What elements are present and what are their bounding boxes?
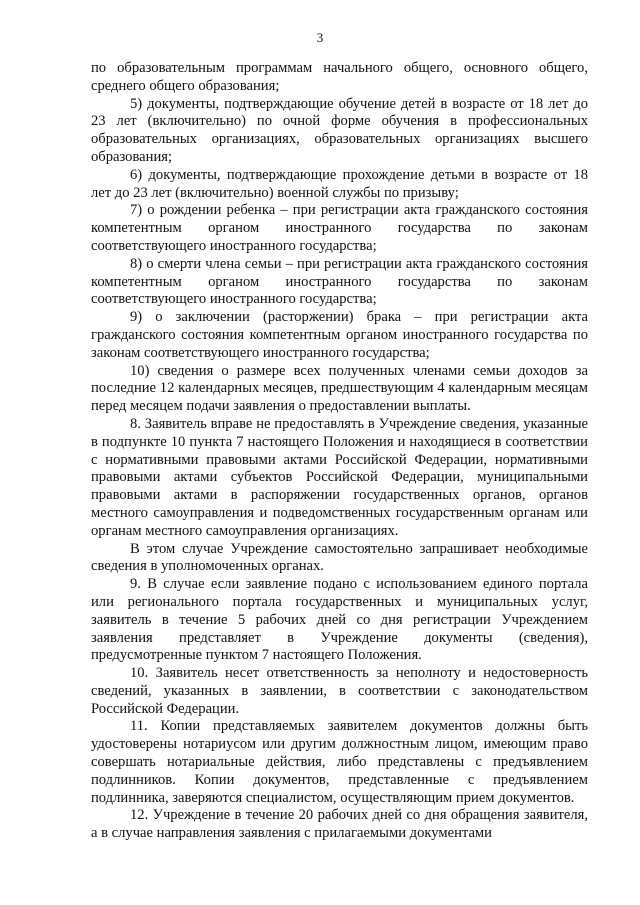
- list-item-10: 10) сведения о размере всех полученных членами семьи доходов за последние 12 календарных месяцев, предшествующим 4 календарным месяцам перед месяцем подачи заявления о предоставлении выплаты.: [91, 362, 588, 415]
- list-item-9: 9) о заключении (расторжении) брака – при регистрации акта гражданского состояния компетентным органом иностранного государства по законам соответствующего иностранного государства;: [91, 309, 588, 361]
- section-9: 9. В случае если заявление подано с использованием единого портала или регионального портала государственных и муниципальных услуг, заявитель в течение 5 рабочих дней со дня регистрации Учреждением заявления представляет в Учреждение документы (сведения), предусмотренные пунктом 7 настоящего Положения.: [91, 576, 588, 664]
- paragraph-continuation: по образовательным программам начального общего, основного общего, среднего общего образования;: [91, 60, 588, 94]
- page-number: 3: [316, 30, 324, 45]
- section-12: 12. Учреждение в течение 20 рабочих дней со дня обращения заявителя, а в случае направления заявления с прилагаемыми документами: [91, 807, 588, 842]
- list-item-5: 5) документы, подтверждающие обучение детей в возрасте от 18 лет до 23 лет (включительно) по очной форме обучения в профессиональных образовательных организациях, образовательных организациях высшего образования;: [91, 95, 588, 165]
- section-11: 11. Копии представляемых заявителем документов должны быть удостоверены нотариусом или другим должностным лицом, имеющим право совершать нотариальные действия, либо представлены с предъявлением подлинников. Копии документов, представленные с предъявлением подлинника, заверяются специалистом, осуществляющим прием документов.: [91, 718, 588, 806]
- list-item-7: 7) о рождении ребенка – при регистрации акта гражданского состояния компетентным органом иностранного государства по законам соответствующего иностранного государства;: [91, 202, 588, 254]
- section-8-note: В этом случае Учреждение самостоятельно запрашивает необходимые сведения в уполномоченных органах.: [91, 540, 588, 575]
- document-body: [91, 60, 588, 843]
- section-10: 10. Заявитель несет ответственность за неполноту и недостоверность сведений, указанных в заявлении, в соответствии с законодательством Российской Федерации.: [91, 665, 588, 717]
- list-item-6: 6) документы, подтверждающие прохождение детьми в возрасте от 18 лет до 23 лет (включительно) военной службы по призыву;: [91, 166, 588, 201]
- list-item-8: 8) о смерти члена семьи – при регистрации акта гражданского состояния компетентным органом иностранного государства по законам соответствующего иностранного государства;: [91, 255, 588, 308]
- section-8: 8. Заявитель вправе не предоставлять в Учреждение сведения, указанные в подпункте 10 пункта 7 настоящего Положения и находящиеся в соответствии с нормативными правовыми актами Российской Федерации, нормативными правовыми актами субъектов Российской Федерации, муниципальными правовыми актами в распоряжении государственных органов, органов местного самоуправления и подведомственных государственным органам или органам местного самоуправления организациях.: [91, 415, 588, 539]
